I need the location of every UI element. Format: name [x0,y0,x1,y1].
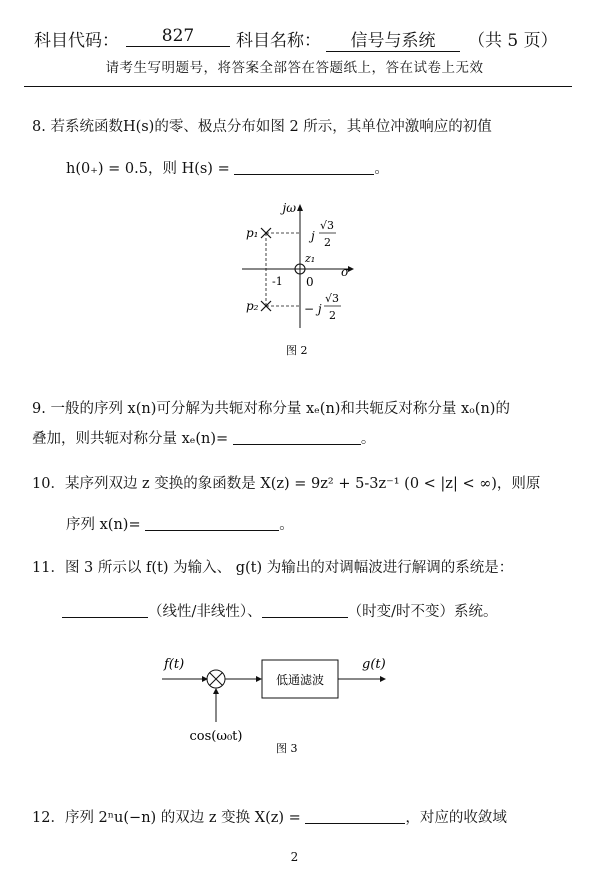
exam-header [0,24,589,50]
p1-label: p₁ [246,226,259,240]
jw-label: jω [282,201,296,215]
header-divider [24,86,572,87]
q12-line1 [32,806,507,827]
q9-line2-text: 叠加，则共轭对称分量 xₑ(n)= [32,431,229,447]
lowpass-filter-label: 低通滤波 [275,673,325,687]
q10-line2 [66,513,294,534]
exam-notice: 请考生写明题号，将答案全部答在答题纸上，答在试卷上无效 [105,60,484,76]
pole-p2 [261,301,271,311]
output-label: g(t) [362,657,386,672]
lower-j-label: − j [304,302,322,316]
tick-minus-1: -1 [272,275,283,288]
carrier-label: cos(ω₀t) [189,729,243,744]
q12-line1-end: ，对应的收敛域 [405,810,507,826]
output-arrow [380,676,386,682]
subject-code-label: 科目代码： [34,31,119,51]
sigma-label: σ [341,265,350,279]
jw-axis-arrow [297,204,303,211]
figure-2-pole-zero-plot [230,196,370,358]
q11-line1: 11．图 3 所示以 f(t) 为输入、 g(t) 为输出的对调幅波进行解调的系统是： [32,560,514,576]
q8-line2 [66,157,389,178]
q10-answer-blank [145,516,279,531]
subject-name-value: 信号与系统 [326,26,460,52]
subject-name-label: 科目名称： [236,31,321,51]
pole-p1 [261,228,271,238]
p2-label: p₂ [246,299,259,313]
q11-line2 [62,600,498,621]
q12-line1-text: 12．序列 2ⁿu(−n) 的双边 z 变换 X(z) = [32,810,301,826]
q11-linearity-blank [62,603,148,618]
lower-den: 2 [329,309,336,322]
z1-label: z₁ [305,252,316,265]
q9-line1: 9. 一般的序列 x(n)可分解为共轭对称分量 xₑ(n)和共轭反对称分量 xₒ(n)的 [32,401,510,417]
q8-line2-end: 。 [374,161,389,177]
q12-answer-blank [305,809,405,824]
carrier-arrow [213,688,219,694]
page-number: 2 [290,850,299,864]
figure-3-demodulator-diagram [150,648,400,756]
q9-line2-end: 。 [360,431,376,447]
input-label: f(t) [164,657,185,672]
origin-label: 0 [306,275,314,289]
q8-line2-text: h(0₊) = 0.5，则 H(s) = [66,161,230,177]
figure-2-caption: 图 2 [286,344,308,357]
q11-time-variance-blank [262,603,348,618]
q11-option-time-variance: （时变/时不变）系统。 [347,604,498,620]
q10-line2-end: 。 [279,517,294,533]
q8-line1: 8. 若系统函数H(s)的零、极点分布如图 2 所示，其单位冲激响应的初值 [32,119,492,135]
q10-line1: 10．某序列双边 z 变换的象函数是 X(z) = 9z² + 5-3z⁻¹ (0 < |z| < ∞)，则原 [32,476,541,492]
upper-j-label: j [311,229,315,243]
upper-sqrt3: √3 [320,219,335,232]
page-count: （共 5 页） [468,31,558,51]
mixer-output-arrow [256,676,262,682]
q8-answer-blank [234,160,374,175]
subject-code-value: 827 [126,26,230,47]
q9-answer-blank [233,430,361,445]
lower-sqrt3: √3 [325,292,340,305]
q10-line2-text: 序列 x(n)= [66,517,141,533]
multiplier-icon [207,670,225,688]
figure-3-caption: 图 3 [276,742,298,755]
q9-line2 [32,427,375,448]
q11-option-linearity: （线性/非线性）、 [148,604,262,620]
upper-den: 2 [324,236,331,249]
